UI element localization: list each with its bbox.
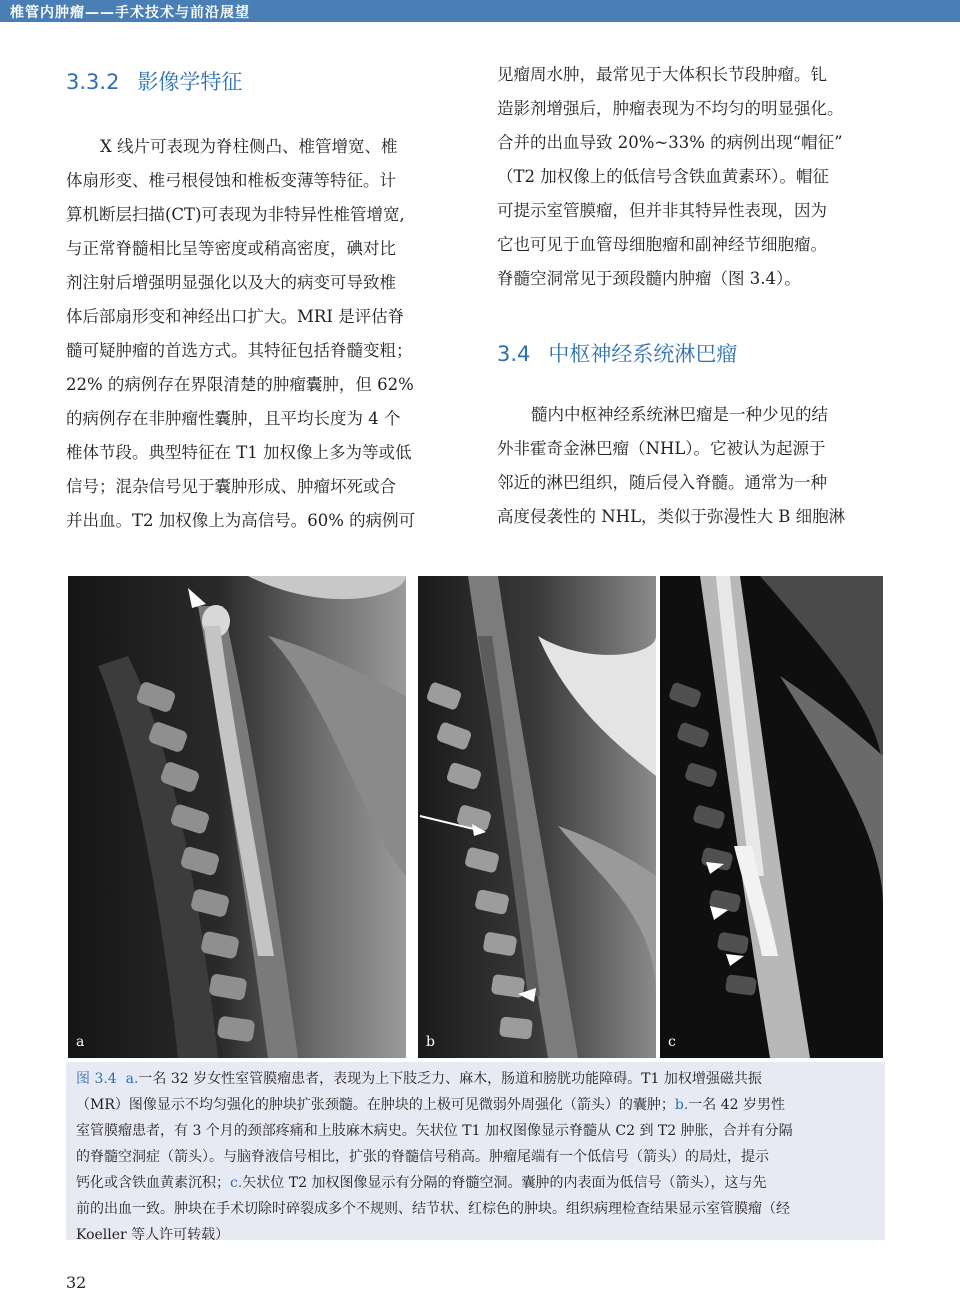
- paragraph-line: 22% 的病例存在界限清楚的肿瘤囊肿，但 62%: [66, 375, 414, 394]
- panel-label-c: c: [668, 1034, 676, 1050]
- section-3-4-text: [497, 398, 845, 534]
- paragraph-line: 的病例存在非肿瘤性囊肿，且平均长度为 4 个: [66, 409, 401, 428]
- paragraph-line: 合并的出血导致 20%~33% 的病例出现“帽征”: [497, 133, 843, 152]
- paragraph-line: 体扇形变、椎弓根侵蚀和椎板变薄等特征。计: [66, 171, 396, 190]
- paragraph-line: 信号；混杂信号见于囊肿形成、肿瘤坏死或合: [66, 477, 396, 496]
- paragraph-line: 髓内中枢神经系统淋巴瘤是一种少见的结: [531, 405, 828, 424]
- paragraph-line: 可提示室管膜瘤，但并非其特异性表现，因为: [497, 201, 827, 220]
- running-header-title: 椎管内肿瘤——手术技术与前沿展望: [10, 5, 250, 21]
- section-number: 3.3.2: [66, 70, 120, 94]
- left-column-text: [66, 130, 415, 538]
- caption-panel-c-label: c.: [230, 1175, 243, 1191]
- caption-text: 一名 42 岁男性: [688, 1097, 786, 1113]
- paragraph-line: （T2 加权像上的低信号含铁血黄素环）。帽征: [497, 167, 829, 186]
- paragraph-line: 髓可疑肿瘤的首选方式。其特征包括脊髓变粗；: [66, 341, 413, 360]
- running-header: [0, 0, 960, 22]
- caption-line: 室管膜瘤患者，有 3 个月的颈部疼痛和上肢麻木病史。矢状位 T1 加权图像显示脊髓从 C2 到 T2 肿胀，合并有分隔: [76, 1123, 793, 1139]
- paragraph-line: 体后部扇形变和神经出口扩大。MRI 是评估脊: [66, 307, 405, 326]
- mri-panel-c: [660, 576, 883, 1058]
- paragraph-line: 脊髓空洞常见于颈段髓内肿瘤（图 3.4）。: [497, 269, 801, 288]
- caption-text: （MR）图像显示不均匀强化的肿块扩张颈髓。在肿块的上极可见微弱外周强化（箭头）的囊肿；: [76, 1097, 675, 1113]
- paragraph-line: 并出血。T2 加权像上为高信号。60% 的病例可: [66, 511, 416, 530]
- paragraph-line: 椎体节段。典型特征在 T1 加权像上多为等或低: [66, 443, 412, 462]
- panel-label-a: a: [76, 1034, 85, 1050]
- caption-panel-b-label: b.: [674, 1097, 689, 1113]
- paragraph-line: 邻近的淋巴组织，随后侵入脊髓。通常为一种: [497, 473, 827, 492]
- section-heading-3-4: [497, 338, 737, 368]
- paragraph-line: 与正常脊髓相比呈等密度或稍高密度，碘对比: [66, 239, 396, 258]
- caption-line: Koeller 等人许可转载）: [76, 1227, 230, 1243]
- caption-line: 的脊髓空洞症（箭头）。与脑脊液信号相比，扩张的脊髓信号稍高。肿瘤尾端有一个低信号（箭头）的局灶，提示: [76, 1149, 769, 1165]
- paragraph-line: 见瘤周水肿，最常见于大体积长节段肿瘤。钆: [497, 65, 827, 84]
- caption-line: [76, 1092, 875, 1118]
- section-title: 中枢神经系统淋巴瘤: [548, 342, 738, 366]
- paragraph-line: X 线片可表现为脊柱侧凸、椎管增宽、椎: [100, 137, 398, 156]
- section-heading-3-3-2: [66, 66, 242, 96]
- right-column-text: [497, 58, 844, 296]
- panel-label-b: b: [426, 1034, 435, 1050]
- paragraph-line: 剂注射后增强明显强化以及大的病变可导致椎: [66, 273, 396, 292]
- paragraph-line: 造影剂增强后，肿瘤表现为不均匀的明显强化。: [497, 99, 844, 118]
- paragraph-line: 外非霍奇金淋巴瘤（NHL）。它被认为起源于: [497, 439, 826, 458]
- paragraph-line: 算机断层扫描(CT)可表现为非特异性椎管增宽,: [66, 205, 405, 224]
- caption-line: [76, 1066, 875, 1092]
- mri-image-b: [418, 576, 656, 1058]
- caption-text: 矢状位 T2 加权图像显示有分隔的脊髓空洞。囊肿的内表面为低信号（箭头），这与先: [242, 1175, 767, 1191]
- mri-image-a: [68, 576, 406, 1058]
- caption-panel-a-label: a.: [125, 1071, 139, 1087]
- paragraph-line: 它也可见于血管母细胞瘤和副神经节细胞瘤。: [497, 235, 827, 254]
- figure-caption: [66, 1062, 885, 1243]
- mri-image-c: [660, 576, 883, 1058]
- section-number: 3.4: [497, 342, 531, 366]
- section-title: 影像学特征: [137, 70, 243, 94]
- mri-figure: [66, 574, 885, 1060]
- mri-panel-b: [418, 576, 656, 1058]
- mri-panel-a: [68, 576, 406, 1058]
- caption-line: 前的出血一致。肿块在手术切除时碎裂成多个不规则、结节状、红棕色的肿块。组织病理检查结果显示室管膜瘤（经: [76, 1201, 790, 1217]
- caption-text: 钙化或含铁血黄素沉积；: [76, 1175, 230, 1191]
- paragraph-line: 高度侵袭性的 NHL，类似于弥漫性大 B 细胞淋: [497, 507, 846, 526]
- page-number: 32: [66, 1273, 87, 1292]
- caption-text: 一名 32 岁女性室管膜瘤患者，表现为上下肢乏力、麻木，肠道和膀胱功能障碍。T1 加权增强磁共振: [138, 1071, 762, 1087]
- figure-label: 图 3.4: [76, 1071, 117, 1087]
- caption-line: [76, 1170, 875, 1196]
